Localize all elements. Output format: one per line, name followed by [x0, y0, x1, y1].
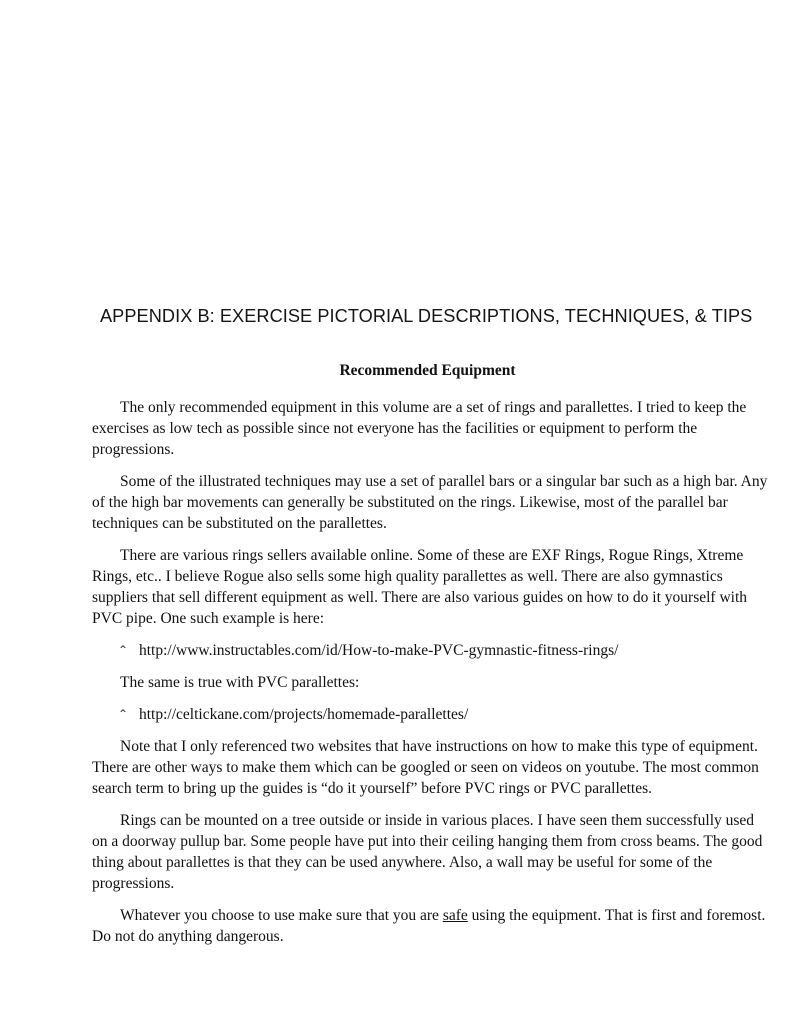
paragraph-websites-note: Note that I only referenced two websites that have instructions on how to make this type of equipment. There are other ways to make them which can be googled or seen on videos on youtube. The most common search term to bring up the guides is “do it yourself” before PVC rings or PVC parallettes. [92, 738, 759, 797]
paragraph-ring-sellers: There are various rings sellers available online. Some of these are EXF Rings, Rogue Rings, Xtreme Rings, etc.. I believe Rogue also sells some high quality parallettes as well. There are also gymnastics suppliers that sell different equipment as well. There are also various guides on how to do it yourself with PVC pipe. One such example is here: [92, 547, 748, 627]
rings-link[interactable]: http://www.instructables.com/id/How-to-make-PVC-gymnastic-fitness-rings/ [139, 642, 619, 659]
paragraph-bar-techniques: Some of the illustrated techniques may use a set of parallel bars or a singular bar such as a high bar. Any of the high bar movements can generally be substituted on the rings. Likewise, most of the parallel bar techniques can be substituted on the parallettes. [92, 473, 768, 532]
paragraph-equipment-intro: The only recommended equipment in this volume are a set of rings and parallettes. I tried to keep the exercises as low tech as possible since not everyone has the facilities or equipment to perform the progressions. [92, 399, 747, 458]
caret-bullet-icon: ⌃ [118, 707, 129, 721]
list-item-parallettes-link [92, 704, 770, 725]
paragraph-pvc-parallettes: The same is true with PVC parallettes: [120, 674, 360, 691]
appendix-title: APPENDIX B: EXERCISE PICTORIAL DESCRIPTIONS, TECHNIQUES, & TIPS [100, 306, 753, 326]
safety-text-before: Whatever you choose to use make sure that you are [120, 907, 443, 924]
list-item-rings-link [92, 640, 770, 661]
paragraph-mounting: Rings can be mounted on a tree outside or inside in various places. I have seen them successfully used on a doorway pullup bar. Some people have put into their ceiling hanging them from cross beams. The good thing about parallettes is that they can be used anywhere. Also, a wall may be useful for some of the progressions. [92, 812, 763, 892]
section-heading: Recommended Equipment [339, 362, 516, 379]
body-text [92, 397, 770, 958]
safety-text-after: using the equipment. That is first and foremost. Do not do anything dangerous. [92, 907, 766, 945]
parallettes-link[interactable]: http://celtickane.com/projects/homemade-parallettes/ [139, 706, 469, 723]
paragraph-safety [92, 905, 770, 947]
safe-emphasis: safe [442, 907, 468, 924]
caret-bullet-icon: ⌃ [118, 643, 129, 657]
